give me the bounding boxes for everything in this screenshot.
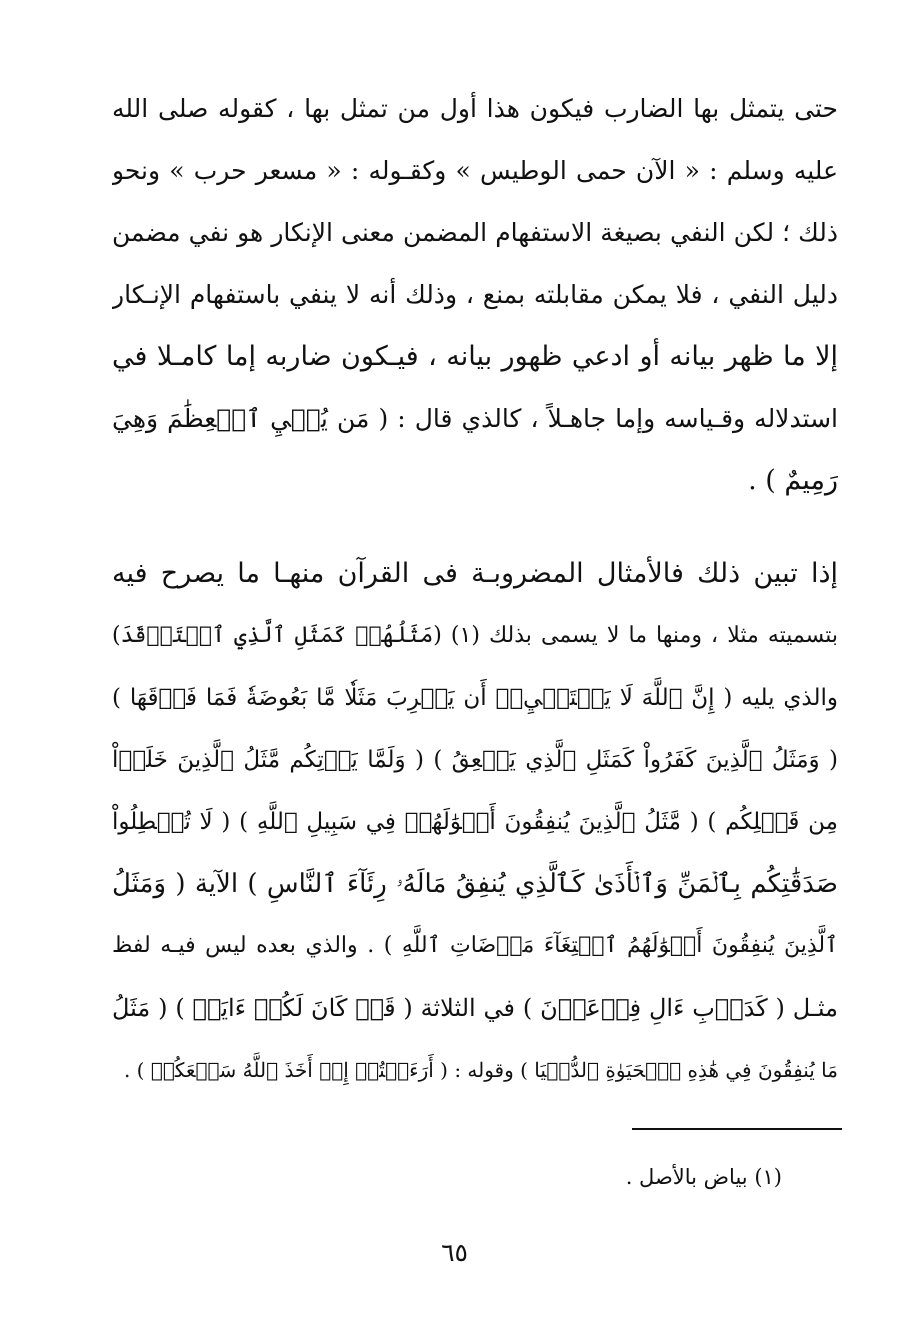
page-number: ٦٥ bbox=[441, 1238, 468, 1267]
text-line: ٱلَّذِينَ يُنفِقُونَ أَمۡوَٰلَهُمُ ٱبۡتِغَآءَ مَرۡضَاتِ ٱللَّهِ ) . والذي بعده ليس فيـه لفظ bbox=[112, 933, 838, 958]
paragraph-2 bbox=[112, 543, 838, 1101]
footnote-divider bbox=[632, 1128, 842, 1130]
text-line: ( وَمَثَلُ ٱلَّذِينَ كَفَرُواْ كَمَثَلِ ٱلَّذِي يَنۡعِقُ ) ( وَلَمَّا يَأۡتِكُم مَّثَلُ ٱلَّذِينَ خَلَوۡاْ bbox=[112, 747, 838, 773]
text-line: عليه وسلم : « الآن حمى الوطيس » وكقـوله : « مسعر حرب » ونحو bbox=[112, 156, 838, 185]
text-line: والذي يليه ( إِنَّ ٱللَّهَ لَا يَسۡتَحۡيِۦٓ أَن يَضۡرِبَ مَثَلٗا مَّا بَعُوضَةٗ فَمَا فَوۡقَهَا ) bbox=[112, 685, 838, 711]
text-line: حتى يتمثل بها الضارب فيكون هذا أول من تمثل بها ، كقوله صلى الله bbox=[112, 94, 838, 123]
text-line: استدلاله وقـياسه وإما جاهـلاً ، كالذي قال : ( مَن يُحۡيِ ٱلۡعِظَٰمَ وَهِيَ bbox=[112, 404, 838, 433]
text-line: رَمِيمٌ ) . bbox=[748, 465, 838, 496]
footnote: (١) بياض بالأصل . bbox=[625, 1165, 782, 1189]
text-line: مِن قَبۡلِكُم ) ( مَّثَلُ ٱلَّذِينَ يُنفِقُونَ أَمۡوَٰلَهُمۡ فِي سَبِيلِ ٱللَّهِ ) ( لَا تُبۡطِلُواْ bbox=[112, 809, 838, 835]
text-line: ذلك ؛ لكن النفي بصيغة الاستفهام المضمن معنى الإنكار هو نفي مضمن bbox=[112, 218, 838, 247]
text-line: مَا يُنفِقُونَ فِي هَٰذِهِ ٱلۡحَيَوٰةِ ٱلدُّنۡيَا ) وقوله : ( أَرَءَيۡتُمۡ إِنۡ أَخَذَ ٱللَّهُ سَمۡعَكُمۡ ) . bbox=[123, 1058, 838, 1082]
text-line: دليل النفي ، فلا يمكن مقابلته بمنع ، وذلك أنه لا ينفي باستفهام الإنـكار bbox=[112, 280, 838, 309]
text-line: إلا ما ظهر بيانه أو ادعي ظهور بيانه ، فيـكون ضاربه إما كامـلا في bbox=[112, 341, 838, 372]
text-line: إذا تبين ذلك فالأمثال المضروبـة فى القرآن منهـا ما يصرح فيه bbox=[112, 558, 838, 589]
text-line: بتسميته مثلا ، ومنها ما لا يسمى بذلك (١) (مَثَلُهُمۡ كَمَثَلِ ٱلَّذِي ٱسۡتَوۡقَدَ) bbox=[112, 623, 838, 648]
paragraph-1 bbox=[112, 78, 838, 512]
text-line: مثـل ( كَدَأۡبِ ءَالِ فِرۡعَوۡنَ ) في الثلاثة ( قَدۡ كَانَ لَكُمۡ ءَايَةٞ ) ( مَثَلُ bbox=[112, 994, 838, 1022]
text-line: صَدَقَٰتِكُم بِٱلۡمَنِّ وَٱلۡأَذَىٰ كَٱلَّذِي يُنفِقُ مَالَهُۥ رِئَآءَ ٱلنَّاسِ ) الآية ( وَمَثَلُ bbox=[112, 869, 838, 899]
